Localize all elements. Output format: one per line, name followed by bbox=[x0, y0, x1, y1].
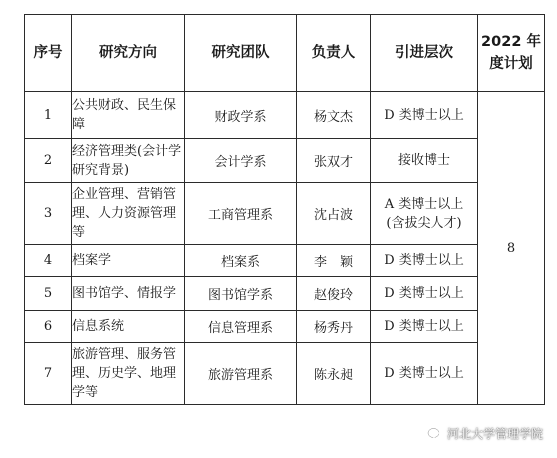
header-plan-line1: 2022 年 bbox=[481, 34, 541, 50]
header-leader: 负责人 bbox=[297, 15, 371, 92]
row-level: D 类博士以上 bbox=[371, 311, 478, 343]
row-direction: 档案学 bbox=[72, 245, 185, 277]
row-leader: 张双才 bbox=[297, 139, 371, 183]
row-direction: 信息系统 bbox=[72, 311, 185, 343]
row-level: D 类博士以上 bbox=[371, 277, 478, 311]
row-leader: 杨文杰 bbox=[297, 92, 371, 139]
wechat-icon bbox=[427, 426, 443, 442]
table-row bbox=[25, 183, 545, 245]
row-level-line1: A 类博士以上 bbox=[384, 196, 464, 212]
row-leader: 赵俊玲 bbox=[297, 277, 371, 311]
row-level bbox=[371, 183, 478, 245]
row-index: 4 bbox=[25, 245, 72, 277]
header-plan bbox=[478, 15, 545, 92]
header-direction: 研究方向 bbox=[72, 15, 185, 92]
row-level-line2: (含拔尖人才) bbox=[386, 215, 462, 231]
row-direction: 经济管理类(会计学研究背景) bbox=[72, 139, 185, 183]
row-index: 7 bbox=[25, 343, 72, 405]
header-team: 研究团队 bbox=[185, 15, 297, 92]
header-row bbox=[25, 15, 545, 92]
row-leader: 李 颖 bbox=[297, 245, 371, 277]
row-team: 财政学系 bbox=[185, 92, 297, 139]
table-row bbox=[25, 277, 545, 311]
header-plan-line2: 度计划 bbox=[489, 56, 533, 72]
header-level: 引进层次 bbox=[371, 15, 478, 92]
row-leader: 杨秀丹 bbox=[297, 311, 371, 343]
row-level: D 类博士以上 bbox=[371, 343, 478, 405]
row-team: 档案系 bbox=[185, 245, 297, 277]
table-row bbox=[25, 92, 545, 139]
row-direction: 图书馆学、情报学 bbox=[72, 277, 185, 311]
row-level: D 类博士以上 bbox=[371, 245, 478, 277]
watermark bbox=[427, 425, 543, 442]
header-index: 序号 bbox=[25, 15, 72, 92]
row-team: 会计学系 bbox=[185, 139, 297, 183]
row-team: 旅游管理系 bbox=[185, 343, 297, 405]
row-level: 接收博士 bbox=[371, 139, 478, 183]
row-index: 5 bbox=[25, 277, 72, 311]
recruitment-plan-table bbox=[24, 14, 545, 405]
table-row bbox=[25, 311, 545, 343]
row-team: 图书馆学系 bbox=[185, 277, 297, 311]
watermark-text: 河北大学管理学院 bbox=[446, 427, 543, 441]
row-team: 工商管理系 bbox=[185, 183, 297, 245]
row-direction: 公共财政、民生保障 bbox=[72, 92, 185, 139]
row-index: 1 bbox=[25, 92, 72, 139]
table-row bbox=[25, 139, 545, 183]
row-index: 6 bbox=[25, 311, 72, 343]
table-row bbox=[25, 245, 545, 277]
row-leader: 陈永昶 bbox=[297, 343, 371, 405]
row-index: 3 bbox=[25, 183, 72, 245]
row-index: 2 bbox=[25, 139, 72, 183]
row-level: D 类博士以上 bbox=[371, 92, 478, 139]
row-direction: 旅游管理、服务管理、历史学、地理学等 bbox=[72, 343, 185, 405]
plan-total-cell: 8 bbox=[478, 92, 545, 405]
row-leader: 沈占波 bbox=[297, 183, 371, 245]
row-team: 信息管理系 bbox=[185, 311, 297, 343]
table-row bbox=[25, 343, 545, 405]
row-direction: 企业管理、营销管理、人力资源管理等 bbox=[72, 183, 185, 245]
